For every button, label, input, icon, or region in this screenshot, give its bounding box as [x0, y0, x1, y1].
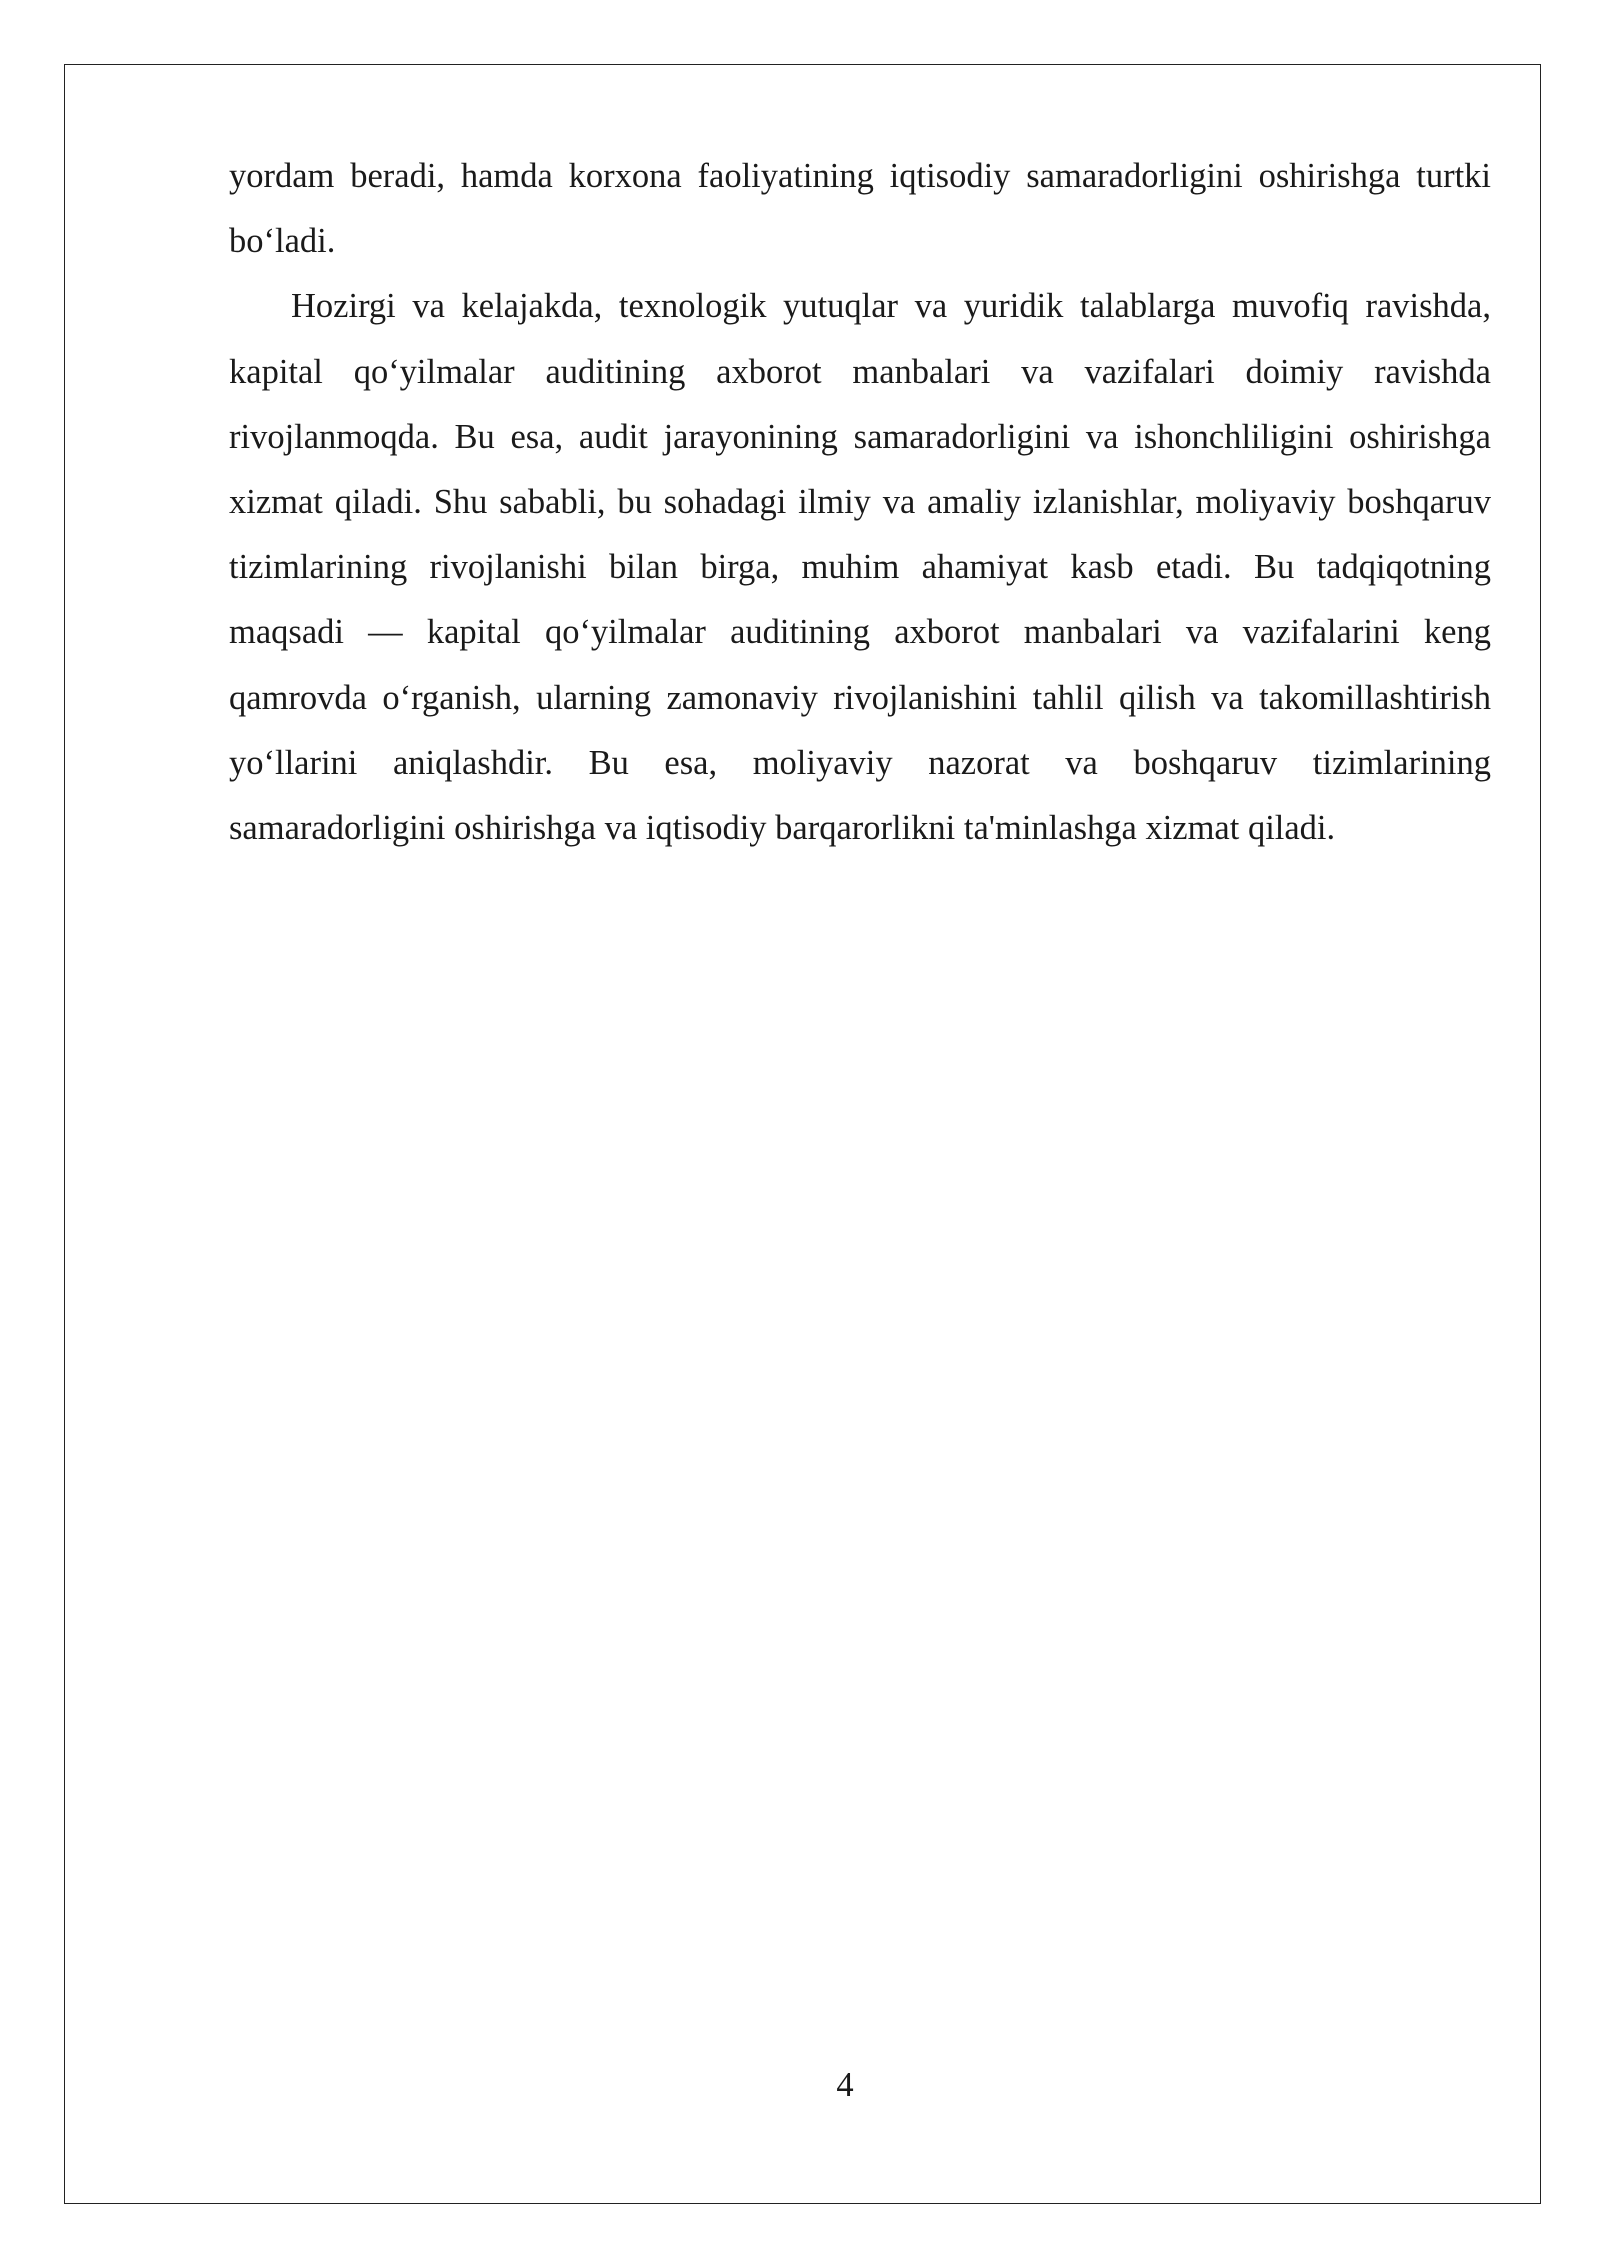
- body-text: [229, 144, 1491, 861]
- page-number: 4: [836, 2066, 854, 2104]
- paragraph-continuation: yordam beradi, hamda korxona faoliyatining iqtisodiy samaradorligini oshirishga turtki bo‘ladi.: [229, 157, 1491, 261]
- paragraph: Hozirgi va kelajakda, texnologik yutuqlar va yuridik talablarga muvofiq ravishda, kapital qo‘yilmalar auditining axborot manbalari va vazifalari doimiy ravishda rivojlanmoqda. Bu esa, audit jarayonining samaradorligini va ishonchliligini oshirishga xizmat qiladi. Shu sababli, bu sohadagi ilmiy va amaliy izlanishlar, moliyaviy boshqaruv tizimlarining rivojlanishi bilan birga, muhim ahamiyat kasb etadi. Bu tadqiqotning maqsadi — kapital qo‘yilmalar auditining axborot manbalari va vazifalarini keng qamrovda o‘rganish, ularning zamonaviy rivojlanishini tahlil qilish va takomillashtirish yo‘llarini aniqlashdir. Bu esa, moliyaviy nazorat va boshqaruv tizimlarining samaradorligini oshirishga va iqtisodiy barqarorlikni ta'minlashga xizmat qiladi.: [229, 287, 1491, 848]
